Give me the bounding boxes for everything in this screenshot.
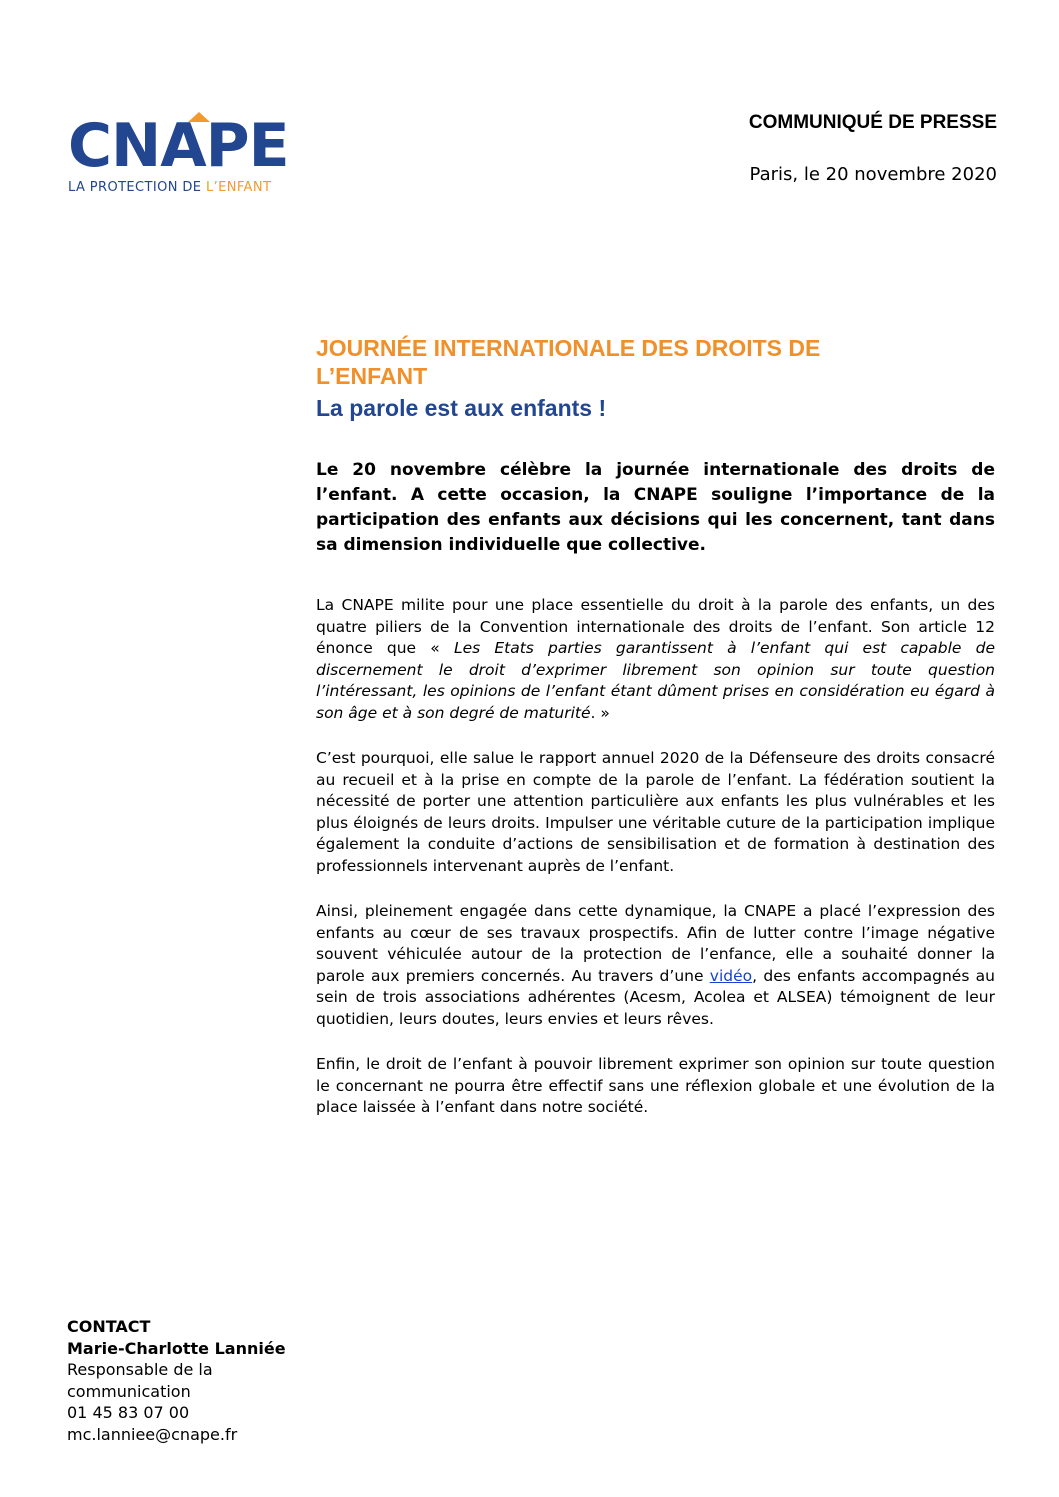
paragraph-1-closing: . » (590, 703, 610, 722)
press-release-label: COMMUNIQUÉ DE PRESSE (748, 112, 997, 133)
document-date: Paris, le 20 novembre 2020 (749, 164, 997, 185)
paragraph-3-closing: , des enfants accompagnés au sein de trois associations adhérentes (Acesm, Acolea et ALSEA) témoignent de leur quotidien, leurs doutes, leurs envies et leurs rêves. (316, 966, 995, 1028)
paragraph-2: C’est pourquoi, elle salue le rapport annuel 2020 de la Défenseure des droits consacré au recueil et à la prise en compte de la parole de l’enfant. La fédération soutient la nécessité de porter une attention particulière aux enfants les plus vulnérables et les plus éloignés de leurs droits. Impulser une véritable cuture de la participation implique également la conduite d’actions de sensibilisation et de formation à destination des professionnels intervenant auprès de l’enfant. (316, 749, 995, 875)
paragraph-3 (316, 901, 995, 1030)
video-link[interactable]: vidéo (709, 966, 753, 985)
logo-wordmark (68, 111, 289, 181)
logo-tagline-emphasis: L’ENFANT (205, 180, 272, 195)
paragraph-1 (316, 595, 995, 724)
logo-tagline (68, 180, 282, 195)
logo-accent-shape (188, 112, 210, 122)
paragraph-3-intro: Ainsi, pleinement engagée dans cette dynamique, la CNAPE a placé l’expression des enfants au cœur de ses travaux prospectifs. Afin de lutter contre l’image négative souvent véhiculée autour de la protection de l’enfance, elle a souhaité donner la parole aux premiers concernés. Au travers d’une (316, 902, 995, 985)
contact-block (67, 1316, 307, 1445)
contact-phone: 01 45 83 07 00 (67, 1403, 190, 1422)
logo-word: CNAPE (68, 111, 289, 181)
article-subtitle: La parole est aux enfants ! (316, 395, 607, 421)
document-header (749, 112, 997, 185)
contact-role: Responsable de la communication (67, 1360, 213, 1401)
lead-paragraph: Le 20 novembre célèbre la journée internationale des droits de l’enfant. A cette occasion, la CNAPE souligne l’importance de la participation des enfants aux décisions qui les concernent, tant dans sa dimension individuelle que collective. (316, 460, 995, 555)
paragraph-1-quote: Les Etats parties garantissent à l’enfant qui est capable de discernement le droit d’exprimer librement son opinion sur toute question l’intéressant, les opinions de l’enfant étant dûment prises en considération eu égard à son âge et à son degré de maturité (316, 639, 995, 722)
article-body (316, 334, 995, 1119)
cnape-logo (68, 111, 289, 195)
article-title: JOURNÉE INTERNATIONALE DES DROITS DE L’ENFANT (316, 335, 821, 389)
paragraph-4: Enfin, le droit de l’enfant à pouvoir librement exprimer son opinion sur toute question le concernant ne pourra être effectif sans une réflexion globale et une évolution de la place laissée à l’enfant dans notre société. (316, 1055, 995, 1116)
contact-heading: CONTACT (67, 1317, 151, 1336)
paragraph-1-intro: La CNAPE milite pour une place essentielle du droit à la parole des enfants, un des quatre piliers de la Convention internationale des droits de l’enfant. Son article 12 énonce que « (316, 596, 995, 657)
contact-email: mc.lanniee@cnape.fr (67, 1424, 238, 1444)
logo-tagline-prefix: LA PROTECTION DE (68, 180, 206, 195)
contact-name: Marie-Charlotte Lanniée (67, 1338, 286, 1358)
